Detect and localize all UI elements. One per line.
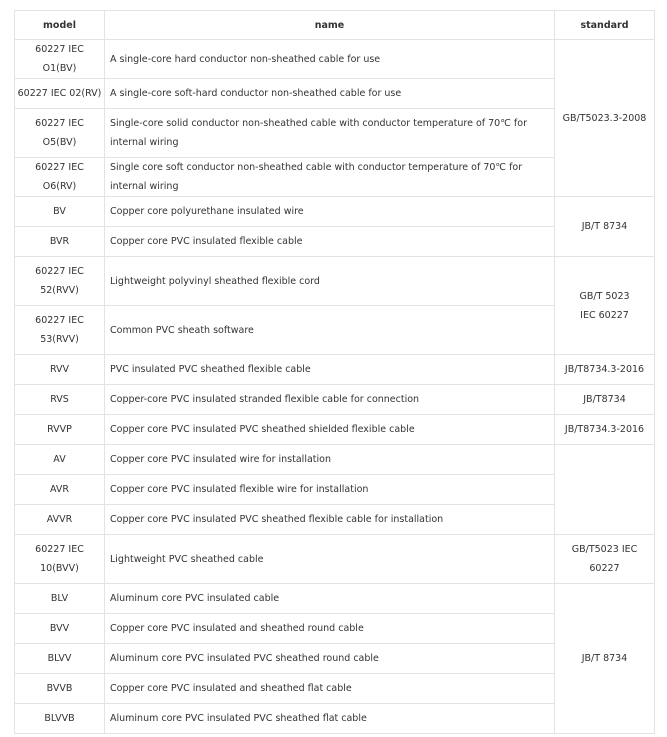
model-cell: RVV xyxy=(15,355,105,385)
name-cell: Aluminum core PVC insulated PVC sheathed flat cable xyxy=(105,704,555,734)
name-cell: Lightweight PVC sheathed cable xyxy=(105,535,555,584)
model-cell: 60227 IEC O6(RV) xyxy=(15,158,105,197)
model-cell: 60227 IEC 52(RVV) xyxy=(15,257,105,306)
name-cell: Aluminum core PVC insulated cable xyxy=(105,584,555,614)
name-cell: Aluminum core PVC insulated PVC sheathed round cable xyxy=(105,644,555,674)
table-row xyxy=(15,257,655,306)
standard-cell-empty xyxy=(555,445,655,535)
standard-line: IEC 60227 xyxy=(580,309,629,321)
model-cell: AVR xyxy=(15,475,105,505)
model-cell: AVVR xyxy=(15,505,105,535)
standard-line: JB/T 8734 xyxy=(581,221,628,232)
model-cell: 60227 IEC 02(RV) xyxy=(15,79,105,109)
model-cell: BVVB xyxy=(15,674,105,704)
name-cell: A single-core soft-hard conductor non-sheathed cable for use xyxy=(105,79,555,109)
name-cell: Copper core PVC insulated PVC sheathed shielded flexible cable xyxy=(105,415,555,445)
standard-line: JB/T8734.3-2016 xyxy=(564,424,645,435)
table-row xyxy=(15,415,655,445)
table-row xyxy=(15,197,655,227)
name-cell: Copper core PVC insulated flexible wire for installation xyxy=(105,475,555,505)
name-cell: A single-core hard conductor non-sheathed cable for use xyxy=(105,40,555,79)
standard-cell xyxy=(555,535,655,584)
table-row xyxy=(15,445,655,475)
name-cell: Copper core PVC insulated PVC sheathed flexible cable for installation xyxy=(105,505,555,535)
model-cell: 60227 IEC O5(BV) xyxy=(15,109,105,158)
standard-cell xyxy=(555,40,655,197)
standard-cell xyxy=(555,415,655,445)
table-row xyxy=(15,385,655,415)
name-cell: Copper-core PVC insulated stranded flexible cable for connection xyxy=(105,385,555,415)
name-cell: PVC insulated PVC sheathed flexible cable xyxy=(105,355,555,385)
model-cell: RVVP xyxy=(15,415,105,445)
name-cell: Copper core PVC insulated flexible cable xyxy=(105,227,555,257)
model-cell: BLV xyxy=(15,584,105,614)
name-cell: Copper core PVC insulated and sheathed round cable xyxy=(105,614,555,644)
cable-spec-table xyxy=(14,10,655,734)
standard-line: JB/T8734 xyxy=(583,394,626,405)
model-cell: AV xyxy=(15,445,105,475)
model-cell: BVR xyxy=(15,227,105,257)
model-cell: BLVVB xyxy=(15,704,105,734)
standard-cell xyxy=(555,197,655,257)
table-row xyxy=(15,355,655,385)
standard-cell xyxy=(555,385,655,415)
standard-cell xyxy=(555,584,655,734)
standard-line: GB/T5023.3-2008 xyxy=(562,112,647,124)
model-cell: BV xyxy=(15,197,105,227)
header-model: model xyxy=(15,11,105,40)
model-cell: BLVV xyxy=(15,644,105,674)
table-row xyxy=(15,40,655,79)
standard-line: GB/T5023 IEC 60227 xyxy=(571,544,638,574)
name-cell: Single-core solid conductor non-sheathed cable with conductor temperature of 70℃ for internal wiring xyxy=(105,109,555,158)
model-cell: RVS xyxy=(15,385,105,415)
model-cell: 60227 IEC O1(BV) xyxy=(15,40,105,79)
standard-line: JB/T 8734 xyxy=(581,653,628,664)
model-cell: BVV xyxy=(15,614,105,644)
table-header-row xyxy=(15,11,655,40)
name-cell: Lightweight polyvinyl sheathed flexible cord xyxy=(105,257,555,306)
standard-line: JB/T8734.3-2016 xyxy=(564,364,645,375)
table-row xyxy=(15,535,655,584)
standard-cell xyxy=(555,257,655,355)
standard-line: GB/T 5023 xyxy=(579,290,630,302)
table-row xyxy=(15,584,655,614)
name-cell: Copper core polyurethane insulated wire xyxy=(105,197,555,227)
name-cell: Copper core PVC insulated wire for installation xyxy=(105,445,555,475)
header-name: name xyxy=(105,11,555,40)
name-cell: Single core soft conductor non-sheathed cable with conductor temperature of 70℃ for internal wiring xyxy=(105,158,555,197)
model-cell: 60227 IEC 53(RVV) xyxy=(15,306,105,355)
name-cell: Common PVC sheath software xyxy=(105,306,555,355)
standard-cell xyxy=(555,355,655,385)
name-cell: Copper core PVC insulated and sheathed flat cable xyxy=(105,674,555,704)
header-standard: standard xyxy=(555,11,655,40)
model-cell: 60227 IEC 10(BVV) xyxy=(15,535,105,584)
